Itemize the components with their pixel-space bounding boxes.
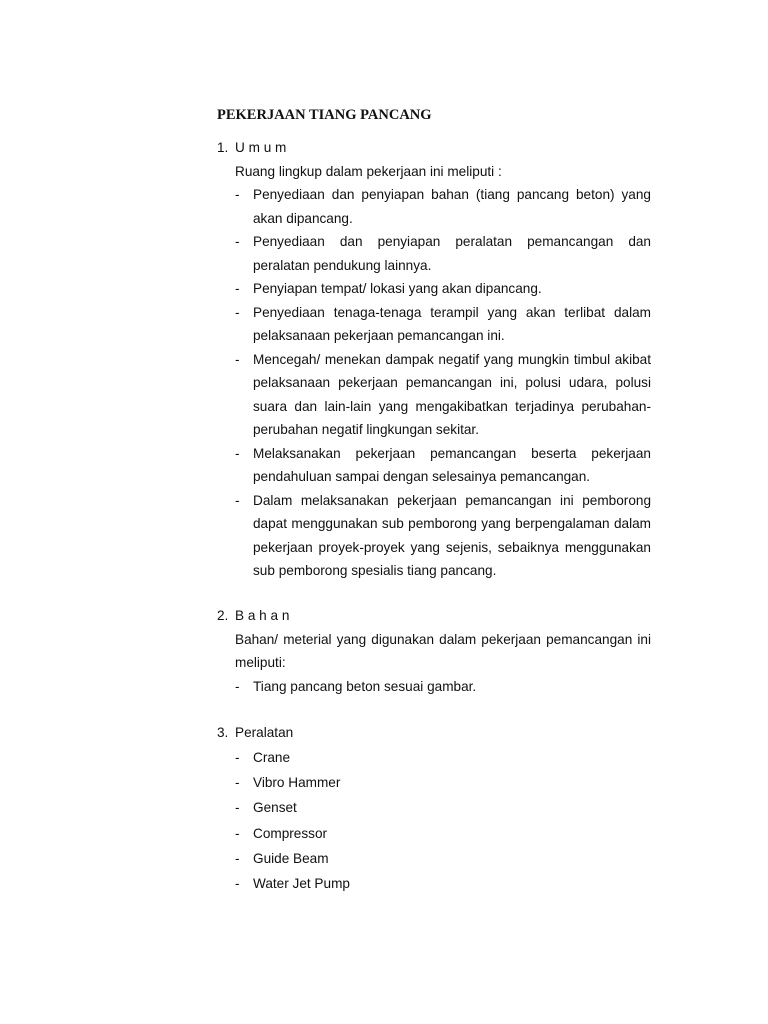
- bullet-dash: -: [235, 234, 240, 249]
- section-peralatan: [217, 721, 651, 896]
- section-title: B a h a n: [235, 608, 290, 623]
- bullet-dash: -: [235, 351, 240, 367]
- list-item: [235, 348, 651, 442]
- bullet-dash: -: [235, 825, 240, 841]
- list-item: [235, 442, 651, 489]
- list-item: [235, 183, 651, 230]
- list-item-text: Dalam melaksanakan pekerjaan pemancangan ini pemborong dapat menggunakan sub pemborong yang berpengalaman dalam pekerjaan proyek-proyek yang sejenis, sebaiknya menggunakan sub pemborong spesialis tiang pancang.: [253, 492, 651, 578]
- bullet-dash: -: [235, 445, 240, 461]
- list-item: [235, 277, 651, 301]
- list-item-text: Penyediaan dan penyiapan peralatan pemancangan dan peralatan pendukung lainnya.: [253, 234, 651, 273]
- section-heading: [217, 604, 651, 628]
- list-item-text: Vibro Hammer: [253, 775, 341, 791]
- bullet-dash: -: [235, 800, 240, 816]
- section-bahan: [217, 604, 651, 698]
- document-title: PEKERJAAN TIANG PANCANG: [217, 107, 432, 123]
- section-number: 3.: [217, 725, 229, 740]
- list-item-text: Mencegah/ menekan dampak negatif yang mungkin timbul akibat pelaksanaan pekerjaan pemancangan ini, polusi udara, polusi suara dan lain-lain yang mengakibatkan terjadinya perubahan-perubahan negatif lingkungan sekitar.: [253, 351, 651, 437]
- list-item-text: Crane: [253, 750, 291, 765]
- section-title: U m u m: [235, 140, 287, 155]
- list-item: [235, 795, 651, 820]
- section-heading: [217, 721, 651, 745]
- list-item-text: Water Jet Pump: [253, 876, 350, 892]
- list-item: [235, 821, 651, 846]
- list-item-text: Penyiapan tempat/ lokasi yang akan dipancang.: [253, 281, 542, 296]
- section-intro: Bahan/ meterial yang digunakan dalam pekerjaan pemancangan ini meliputi:: [235, 631, 651, 670]
- list-item: [235, 745, 651, 770]
- bullet-dash: -: [235, 281, 240, 296]
- section-number: 2.: [217, 608, 229, 623]
- bullet-dash: -: [235, 678, 240, 694]
- bullet-dash: -: [235, 775, 240, 791]
- bullet-dash: -: [235, 304, 240, 320]
- section-intro: Ruang lingkup dalam pekerjaan ini meliputi :: [235, 163, 502, 179]
- bullet-dash: -: [235, 492, 240, 508]
- section-umum: [217, 136, 651, 583]
- list-item-text: Penyediaan dan penyiapan bahan (tiang pancang beton) yang akan dipancang.: [253, 187, 651, 226]
- list-item-text: Tiang pancang beton sesuai gambar.: [253, 678, 477, 694]
- list-item: [235, 770, 651, 795]
- list-item: [235, 846, 651, 871]
- section-list: [217, 675, 651, 699]
- bullet-dash: -: [235, 850, 240, 866]
- section-list: [217, 183, 651, 583]
- list-item-text: Guide Beam: [253, 850, 329, 866]
- section-heading: [217, 136, 651, 160]
- section-title: Peralatan: [235, 725, 294, 740]
- list-item: [235, 871, 651, 896]
- list-item-text: Melaksanakan pekerjaan pemancangan beserta pekerjaan pendahuluan sampai dengan selesainya pemancangan.: [253, 445, 651, 484]
- list-item-text: Compressor: [253, 825, 328, 841]
- list-item: [235, 489, 651, 583]
- bullet-dash: -: [235, 187, 240, 202]
- list-item: [235, 675, 651, 699]
- section-list: [217, 745, 651, 896]
- list-item: [235, 230, 651, 277]
- list-item-text: Genset: [253, 800, 297, 816]
- section-number: 1.: [217, 140, 229, 155]
- bullet-dash: -: [235, 750, 240, 765]
- list-item: [235, 301, 651, 348]
- bullet-dash: -: [235, 876, 240, 892]
- list-item-text: Penyediaan tenaga-tenaga terampil yang akan terlibat dalam pelaksanaan pekerjaan pemancangan ini.: [253, 304, 651, 343]
